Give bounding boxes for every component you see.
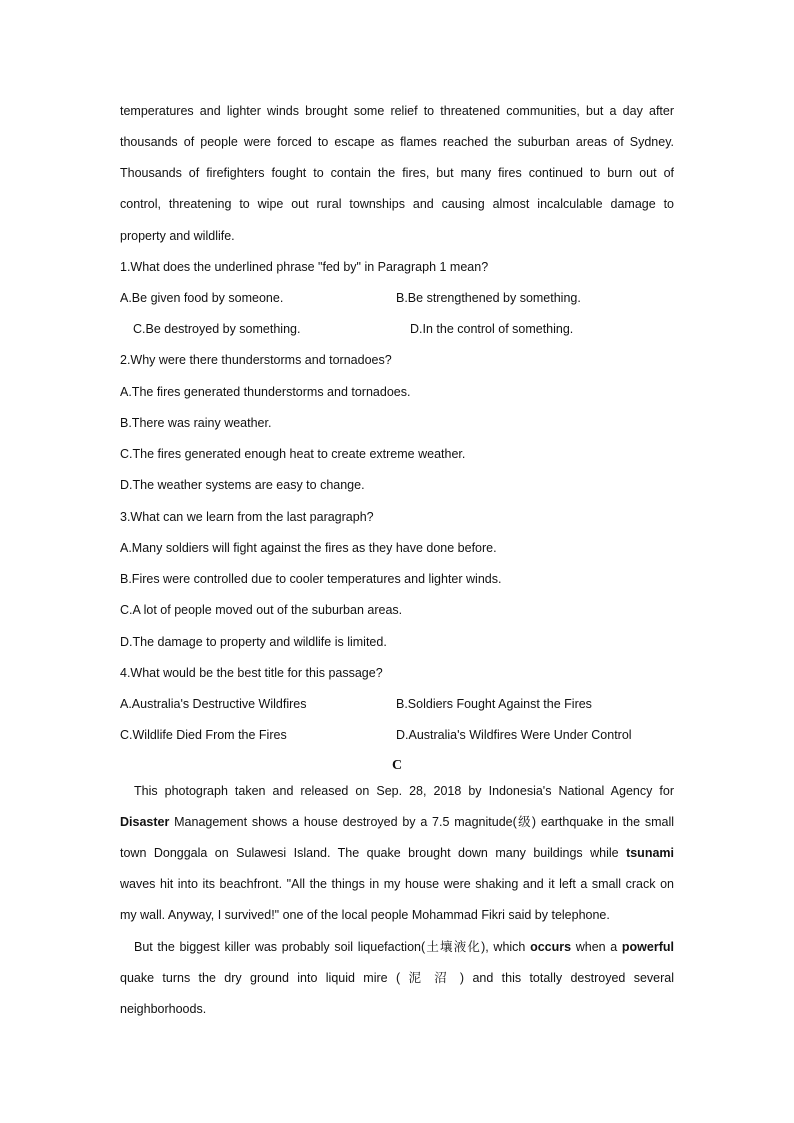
question-4-stem: 4.What would be the best title for this passage?	[120, 666, 383, 680]
question-4-option-a: A.Australia's Destructive Wildfires	[120, 697, 307, 711]
question-3-stem: 3.What can we learn from the last paragraph?	[120, 510, 374, 524]
vocab-occurs: occurs	[530, 940, 572, 954]
question-1-stem: 1.What does the underlined phrase "fed by" in Paragraph 1 mean?	[120, 260, 489, 274]
question-3-option-b: B.Fires were controlled due to cooler temperatures and lighter winds.	[120, 572, 502, 586]
passage-b-line-2: thousands of people were forced to escape as flames reached the suburban areas of Sydney.	[120, 135, 674, 149]
question-4-option-d: D.Australia's Wildfires Were Under Control	[396, 728, 632, 742]
section-c-p1-line-5: my wall. Anyway, I survived!" one of the local people Mohammad Fikri said by telephone.	[120, 908, 610, 922]
vocab-tsunami: tsunami	[626, 846, 674, 860]
question-1-option-d: D.In the control of something.	[410, 322, 574, 336]
section-c-p2-line-1-text-a: But the biggest killer was probably soil liquefaction(土壤液化), which	[134, 940, 531, 954]
passage-b-line-5: property and wildlife.	[120, 229, 235, 243]
section-c-p1-line-2-text: Management shows a house destroyed by a 7.5 magnitude(级) earthquake in the small	[169, 815, 674, 829]
section-c-p1-line-4: waves hit into its beachfront. "All the things in my house were shaking and it left a small crack on	[120, 877, 674, 891]
section-c-p2-line-1-text-b: when a	[571, 940, 622, 954]
passage-b-line-3: Thousands of firefighters fought to contain the fires, but many fires continued to burn out of	[120, 166, 674, 180]
question-2-option-b: B.There was rainy weather.	[120, 416, 272, 430]
question-1-option-c: C.Be destroyed by something.	[133, 322, 301, 336]
vocab-disaster: Disaster	[120, 815, 170, 829]
passage-b-line-4: control, threatening to wipe out rural townships and causing almost incalculable damage to	[120, 197, 674, 211]
section-c-heading: C	[391, 758, 403, 773]
section-c-p1-line-3	[120, 845, 674, 861]
question-4-option-b: B.Soldiers Fought Against the Fires	[396, 697, 592, 711]
vocab-powerful: powerful	[621, 940, 674, 954]
question-2-stem: 2.Why were there thunderstorms and tornadoes?	[120, 353, 392, 367]
question-1-option-a: A.Be given food by someone.	[120, 291, 284, 305]
section-c-p1-line-3-text: town Donggala on Sulawesi Island. The quake brought down many buildings while	[120, 846, 627, 860]
section-c-p2-line-2: quake turns the dry ground into liquid mire ( 泥 沼 ) and this totally destroyed several	[120, 971, 674, 985]
question-3-option-a: A.Many soldiers will fight against the fires as they have done before.	[120, 541, 497, 555]
question-1-option-b: B.Be strengthened by something.	[396, 291, 581, 305]
section-c-p2-line-1	[134, 939, 674, 955]
section-c-p1-line-2	[120, 814, 674, 830]
question-4-option-c: C.Wildlife Died From the Fires	[120, 728, 287, 742]
section-c-p2-line-3: neighborhoods.	[120, 1002, 207, 1016]
passage-b-line-1: temperatures and lighter winds brought some relief to threatened communities, but a day after	[120, 104, 674, 118]
question-2-option-c: C.The fires generated enough heat to create extreme weather.	[120, 447, 466, 461]
question-3-option-c: C.A lot of people moved out of the suburban areas.	[120, 603, 403, 617]
question-2-option-d: D.The weather systems are easy to change.	[120, 478, 365, 492]
question-3-option-d: D.The damage to property and wildlife is limited.	[120, 635, 387, 649]
question-2-option-a: A.The fires generated thunderstorms and tornadoes.	[120, 385, 411, 399]
section-c-p1-line-1: This photograph taken and released on Sep. 28, 2018 by Indonesia's National Agency for	[134, 784, 674, 798]
